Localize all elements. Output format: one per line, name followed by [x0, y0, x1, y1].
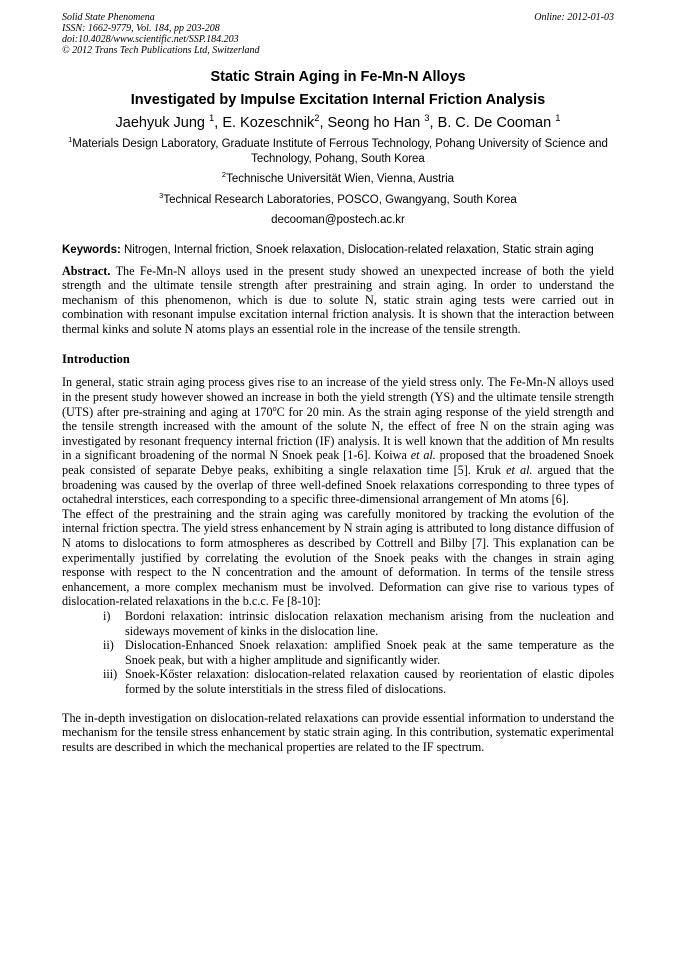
affiliation-number: 1	[68, 135, 73, 145]
intro-paragraph-3: The in-depth investigation on dislocation-related relaxations can provide essential information to understand the mechanism for the tensile stress enhancement by static strain aging. In this contribution, systematic experimental results are described in which the mechanical properties are related to the IF spectrum.	[62, 710, 614, 754]
relaxation-list	[62, 609, 614, 697]
list-item-text: Bordoni relaxation: intrinsic dislocation relaxation mechanism arising from the nucleation and sideways movement of kinks in the dislocation line.	[125, 608, 614, 638]
list-number: ii)	[103, 638, 114, 653]
author-affiliation-mark: 2	[314, 112, 320, 124]
journal-name: Solid State Phenomena	[62, 12, 155, 23]
online-date: Online: 2012-01-03	[534, 12, 614, 23]
author-name: B. C. De Cooman	[437, 115, 556, 131]
affiliation-text: Materials Design Laboratory, Graduate Institute of Ferrous Technology, Pohang University of Science and Technology, Pohang, South Korea	[72, 138, 608, 165]
paragraph-text: argued that the broadening was caused by the overlap of three well-defined Snoek relaxations corresponding to three types of octahedral interstices, each corresponding to a specific three-dimensional arrangement of Mn atoms [6].	[62, 463, 614, 507]
author-list	[62, 113, 614, 133]
author-name: Jaehyuk Jung	[115, 115, 210, 131]
paragraph-text: C for 20 min. As the strain aging response of the yield strength and the tensile strength increased with the amount of the solute N, the effect of free N on the strain aging was investigated by resonant frequency internal friction (IF) analysis. It is well known that the addition of Mn results in a significant broadening of the normal N Snoek peak [1-6]. Koiwa	[62, 404, 614, 463]
list-item-text: Dislocation-Enhanced Snoek relaxation: amplified Snoek peak at the same temperature as the Snoek peak, but with a higher amplitude and significantly wider.	[125, 638, 614, 667]
author-affiliation-mark: 3	[424, 112, 430, 124]
list-number: i)	[103, 608, 111, 623]
degree-mark: o	[272, 403, 277, 413]
affiliation-text: Technical Research Laboratories, POSCO, Gwangyang, South Korea	[163, 193, 517, 206]
author-name: Seong ho Han	[327, 115, 425, 131]
intro-paragraph-1	[62, 375, 614, 506]
keywords-label: Keywords:	[62, 243, 121, 256]
list-item	[62, 638, 614, 667]
author-affiliation-mark: 1	[555, 112, 561, 124]
keywords	[62, 243, 614, 257]
abstract	[62, 264, 614, 337]
doi-line: doi:10.4028/www.scientific.net/SSP.184.203	[62, 34, 239, 45]
issn-line: ISSN: 1662-9779, Vol. 184, pp 203-208	[62, 23, 220, 34]
paragraph-text: In general, static strain aging process gives rise to an increase of the yield stress only. The Fe-Mn-N alloys used in the present study however showed an increase in both the yield strength (YS) and the ultimate tensile strength (UTS) after pre-straining and aging at 170	[62, 375, 614, 419]
list-item	[62, 667, 614, 696]
affiliation-number: 2	[221, 170, 227, 180]
affiliation-2	[62, 172, 614, 187]
author-affiliation-mark: 1	[209, 112, 215, 124]
et-al: et al.	[410, 448, 436, 463]
title-line-2: Investigated by Impulse Excitation Internal Friction Analysis	[130, 92, 546, 108]
abstract-text: The Fe-Mn-N alloys used in the present study showed an unexpected increase of both the yield strength and the ultimate tensile strength after prestraining and strain aging. In order to understand the mechanism of this phenomenon, which is due to solute N, static strain aging tests were carried out in combination with resonant impulse excitation internal friction analysis. It is shown that the interaction between thermal kinks and solute N atoms plays an essential role in the increase of the tensile strength.	[62, 263, 614, 336]
et-al: et al.	[506, 463, 533, 478]
list-item-text: Snoek-Kőster relaxation: dislocation-related relaxation caused by reorientation of elastic dipoles formed by the solute interstitials in the stress filed of dislocations.	[125, 667, 614, 696]
paper-title	[62, 66, 614, 112]
intro-paragraph-2: The effect of the prestraining and the strain aging was carefully monitored by tracking the evolution of the internal friction spectra. The yield stress enhancement by N strain aging is attributed to long distance diffusion of N atoms to dislocations to form atmospheres as described by Cottrell and Bilby [7]. This explanation can be experimentally justified by correlating the evolution of the Snoek peaks with the changes in strain aging response with respect to the N concentration and the amount of deformation. In terms of the tensile stress enhancement, a more complex mechanism must be involved. Deformation can give rise to various types of dislocation-related relaxations in the b.c.c. Fe [8-10]:	[62, 506, 614, 609]
journal-header	[62, 12, 614, 56]
paragraph-text: proposed that the broadened Snoek peak consisted of separate Debye peaks, exhibiting a single relaxation time [5]. Kruk	[62, 448, 614, 478]
list-number: iii)	[103, 667, 118, 682]
paper-page	[62, 12, 614, 754]
title-line-1: Static Strain Aging in Fe-Mn-N Alloys	[210, 69, 466, 85]
author-name: E. Kozeschnik	[222, 115, 315, 131]
affiliation-1	[62, 137, 614, 166]
affiliation-3	[62, 190, 614, 208]
copyright-line: © 2012 Trans Tech Publications Ltd, Switzerland	[62, 45, 260, 56]
author-separator: ,	[319, 115, 328, 131]
affiliation-text: Technische Universität Wien, Vienna, Austria	[226, 173, 455, 185]
corresponding-email: decooman@postech.ac.kr	[271, 214, 405, 226]
keywords-text: Nitrogen, Internal friction, Snoek relaxation, Dislocation-related relaxation, Static strain aging	[120, 243, 594, 256]
author-separator: ,	[214, 115, 223, 131]
section-heading-introduction: Introduction	[62, 352, 130, 367]
author-separator: ,	[429, 115, 438, 131]
affiliation-number: 3	[159, 190, 164, 200]
list-item	[62, 609, 614, 638]
abstract-label: Abstract.	[62, 263, 111, 278]
